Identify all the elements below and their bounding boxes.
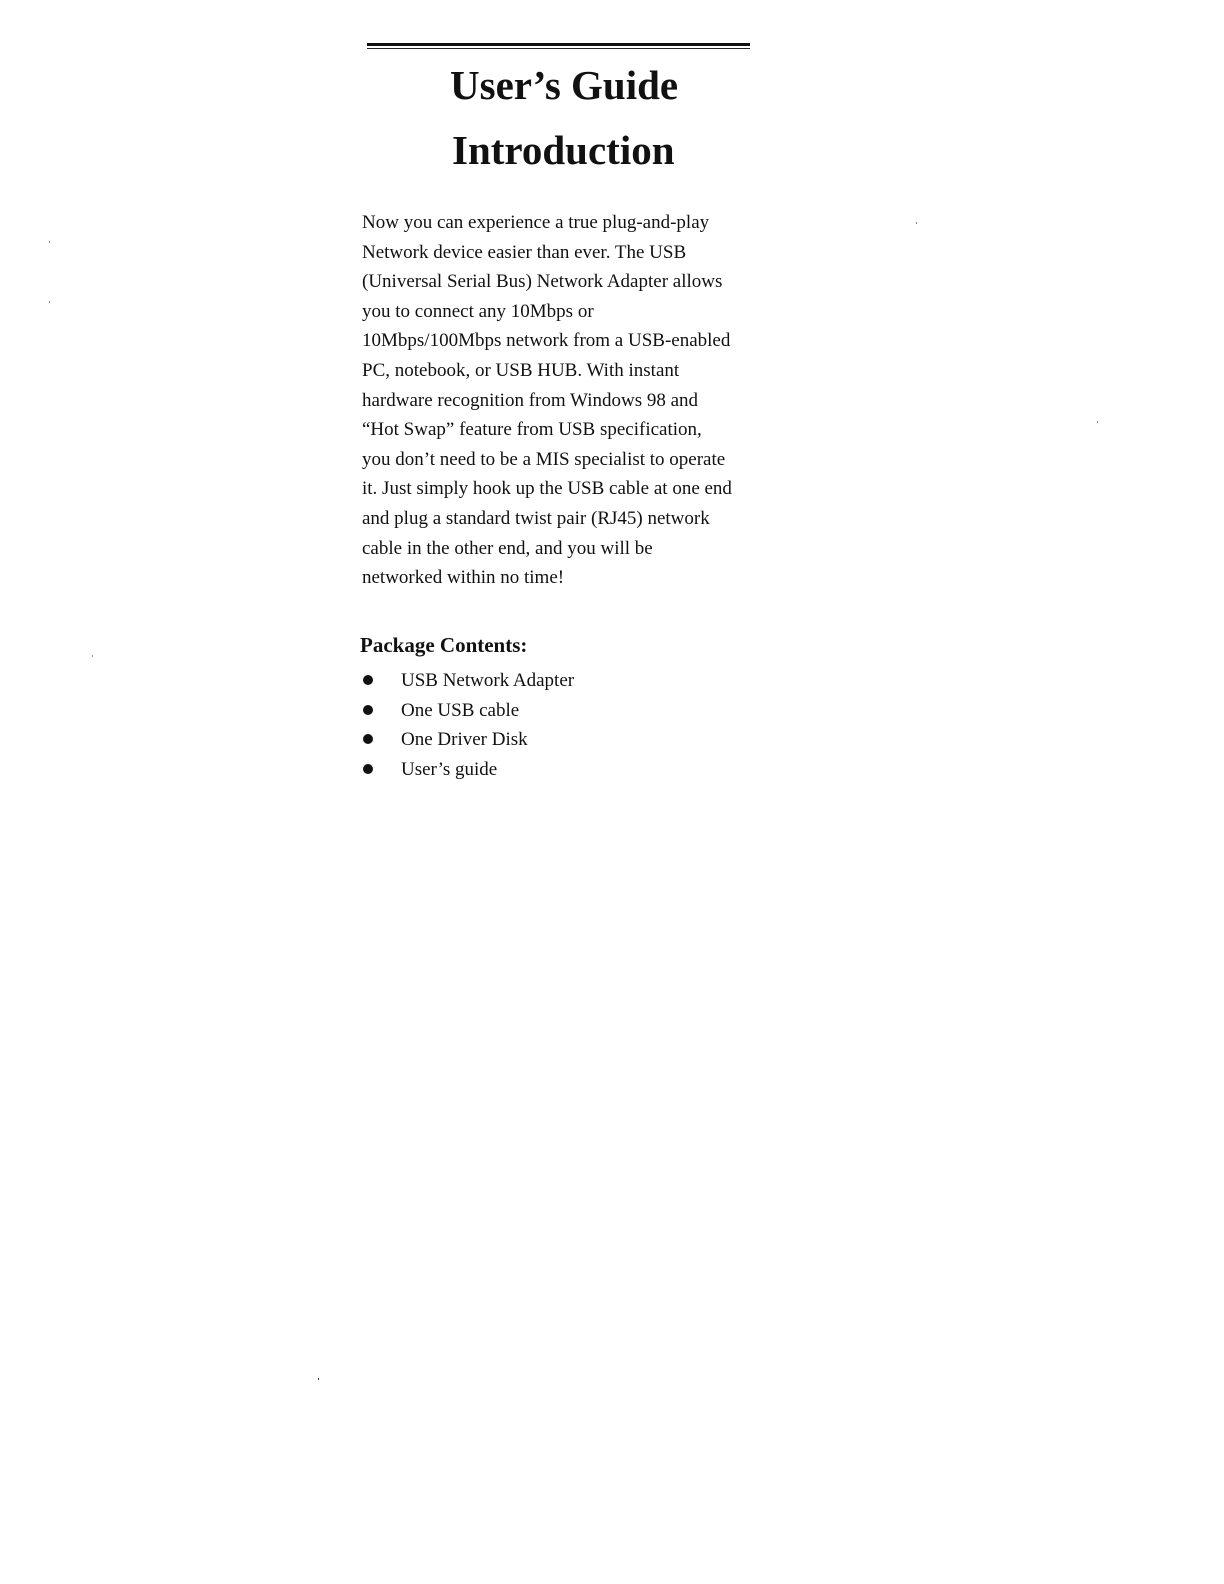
package-item-label: One Driver Disk: [401, 729, 528, 751]
intro-line: Network device easier than ever. The USB: [362, 241, 687, 263]
header-rule: [367, 43, 750, 50]
intro-line: Now you can experience a true plug-and-play: [362, 212, 710, 233]
package-contents-heading: Package Contents:: [360, 633, 528, 657]
intro-line: and plug a standard twist pair (RJ45) network: [362, 507, 710, 529]
scan-speck: [1097, 421, 1098, 423]
intro-line: (Universal Serial Bus) Network Adapter allows: [362, 271, 723, 293]
section-title: Introduction: [452, 127, 675, 173]
intro-line: PC, notebook, or USB HUB. With instant: [362, 359, 680, 381]
scan-speck: [318, 1378, 319, 1380]
intro-line: you to connect any 10Mbps or: [362, 300, 594, 322]
intro-line: networked within no time!: [362, 567, 565, 589]
bullet-icon: [363, 764, 373, 774]
intro-paragraph: [362, 208, 762, 593]
scan-speck: [92, 655, 93, 657]
intro-line: you don’t need to be a MIS specialist to operate: [362, 448, 726, 470]
bullet-icon: [363, 705, 373, 715]
document-title: User’s Guide: [450, 62, 679, 108]
intro-line: “Hot Swap” feature from USB specification,: [362, 419, 702, 441]
package-item-label: User’s guide: [401, 759, 498, 781]
intro-line: 10Mbps/100Mbps network from a USB-enabled: [362, 330, 731, 352]
scan-speck: [49, 301, 50, 303]
intro-line: hardware recognition from Windows 98 and: [362, 389, 699, 411]
header-rule-thin-line: [367, 48, 750, 49]
header-rule-thick-line: [367, 43, 750, 46]
intro-line: cable in the other end, and you will be: [362, 537, 653, 559]
bullet-icon: [363, 734, 373, 744]
scan-speck: [916, 222, 917, 224]
package-item-label: One USB cable: [401, 699, 520, 721]
scan-speck: [49, 241, 50, 243]
intro-line: it. Just simply hook up the USB cable at one end: [362, 478, 732, 500]
package-item-label: USB Network Adapter: [401, 670, 575, 691]
bullet-icon: [363, 675, 373, 685]
